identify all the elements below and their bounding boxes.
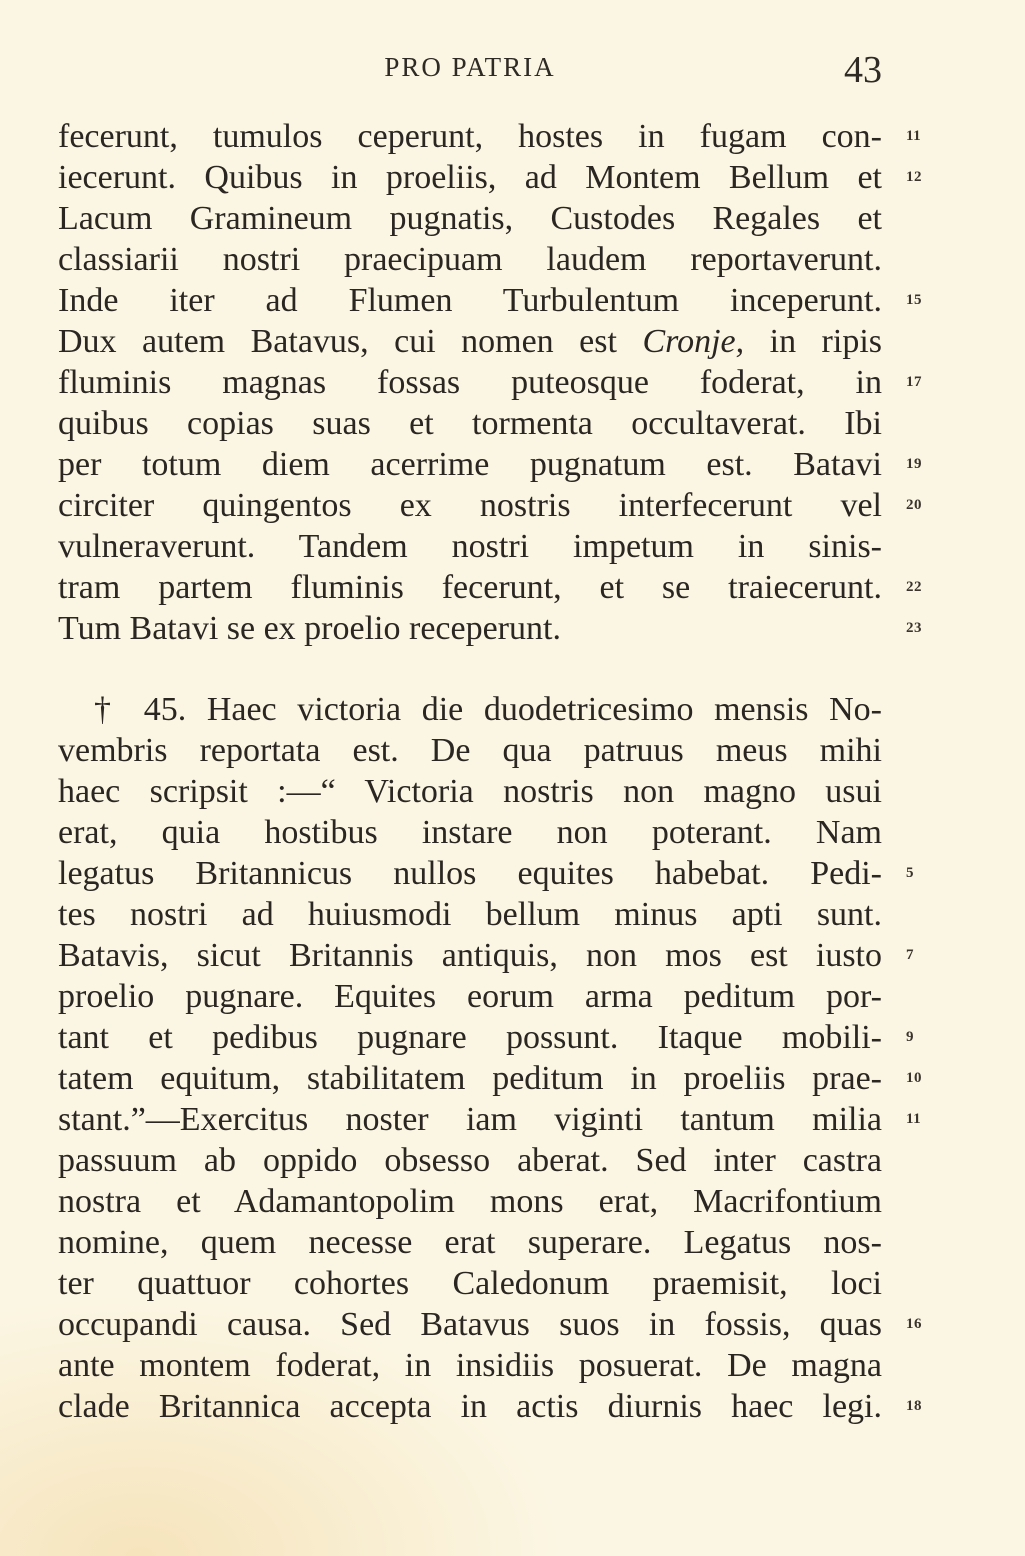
text-line — [58, 976, 882, 1017]
text-line — [58, 567, 922, 608]
line-text: tant et pedibus pugnare possunt. Itaque mobili- — [58, 1019, 882, 1056]
text-line — [58, 1181, 882, 1222]
line-number: 12 — [906, 169, 922, 185]
text-line — [58, 894, 882, 935]
line-text: circiter quingentos ex nostris interfecerunt vel — [58, 487, 882, 524]
line-text: vembris reportata est. De qua patruus meus mihi — [58, 732, 882, 769]
text-line — [58, 444, 922, 485]
line-number: 20 — [906, 497, 922, 513]
line-text: passuum ab oppido obsesso aberat. Sed inter castra — [58, 1142, 882, 1179]
text-line — [58, 403, 882, 444]
line-text: iecerunt. Quibus in proeliis, ad Montem Bellum et — [58, 159, 882, 196]
line-number: 15 — [906, 292, 922, 308]
page-number: 43 — [844, 49, 882, 91]
line-text: † 45. Haec victoria die duodetricesimo mensis No- — [94, 691, 882, 728]
line-text: ante montem foderat, in insidiis posuerat. De magna — [58, 1347, 882, 1384]
line-number: 17 — [906, 374, 922, 390]
line-text: Lacum Gramineum pugnatis, Custodes Regales et — [58, 200, 882, 237]
line-number: 11 — [906, 128, 922, 144]
text-line — [58, 1386, 922, 1427]
text-line — [58, 362, 922, 403]
text-line — [58, 689, 882, 730]
line-text: tes nostri ad huiusmodi bellum minus apti sunt. — [58, 896, 882, 933]
line-number: 7 — [906, 947, 914, 963]
line-number: 23 — [906, 620, 922, 636]
text-line — [58, 526, 882, 567]
paragraph-2 — [58, 689, 922, 1427]
line-text — [58, 321, 882, 362]
text-line — [58, 1222, 882, 1263]
running-head — [58, 48, 882, 98]
text-line — [58, 853, 914, 894]
line-text: erat, quia hostibus instare non poterant. Nam — [58, 814, 882, 851]
text-line — [58, 485, 922, 526]
line-number: 9 — [906, 1029, 914, 1045]
line-number: 5 — [906, 865, 914, 881]
line-text: legatus Britannicus nullos equites habebat. Pedi- — [58, 855, 882, 892]
line-text: Batavis, sicut Britannis antiquis, non mos est iusto — [58, 937, 882, 974]
text-line — [58, 157, 922, 198]
line-text: clade Britannica accepta in actis diurnis haec legi. — [58, 1388, 882, 1425]
text-line — [58, 198, 882, 239]
italic-name: Cronje, — [642, 323, 745, 360]
paragraph-1 — [58, 116, 922, 649]
line-text: ter quattuor cohortes Caledonum praemisit, loci — [58, 1265, 882, 1302]
line-text: occupandi causa. Sed Batavus suos in fossis, quas — [58, 1306, 882, 1343]
text-line — [58, 116, 922, 157]
text-line — [58, 280, 922, 321]
line-lead: Dux autem Batavus, cui nomen est — [58, 323, 617, 360]
text-line — [58, 1140, 882, 1181]
text-line — [58, 1263, 882, 1304]
text-line — [58, 1304, 922, 1345]
text-line — [58, 730, 882, 771]
line-text: proelio pugnare. Equites eorum arma peditum por- — [58, 978, 882, 1015]
text-line — [58, 321, 882, 362]
line-text: tram partem fluminis fecerunt, et se traiecerunt. — [58, 569, 882, 606]
line-number: 19 — [906, 456, 922, 472]
text-line — [58, 1099, 922, 1140]
line-text: nomine, quem necesse erat superare. Legatus nos- — [58, 1224, 882, 1261]
line-text: per totum diem acerrime pugnatum est. Batavi — [58, 446, 882, 483]
text-line — [58, 1058, 922, 1099]
line-tail: in ripis — [744, 323, 883, 360]
line-number: 16 — [906, 1316, 922, 1332]
text-line — [58, 771, 882, 812]
line-text: vulneraverunt. Tandem nostri impetum in sinis- — [58, 528, 882, 565]
text-line — [58, 239, 882, 280]
line-text: Tum Batavi se ex proelio receperunt. — [58, 610, 561, 647]
text-line — [58, 1345, 882, 1386]
text-line — [58, 812, 882, 853]
line-number: 10 — [906, 1070, 922, 1086]
line-text: fluminis magnas fossas puteosque foderat, in — [58, 364, 882, 401]
line-text: nostra et Adamantopolim mons erat, Macrifontium — [58, 1183, 882, 1220]
line-text: quibus copias suas et tormenta occultaverat. Ibi — [58, 405, 882, 442]
text-line — [58, 608, 922, 649]
line-text: stant.”—Exercitus noster iam viginti tantum milia — [58, 1101, 882, 1138]
line-number: 18 — [906, 1398, 922, 1414]
line-text: haec scripsit :—“ Victoria nostris non magno usui — [58, 773, 882, 810]
line-text: tatem equitum, stabilitatem peditum in proeliis prae- — [58, 1060, 882, 1097]
line-text: fecerunt, tumulos ceperunt, hostes in fugam con- — [58, 118, 882, 155]
line-text: Inde iter ad Flumen Turbulentum inceperunt. — [58, 282, 882, 319]
text-line — [58, 935, 914, 976]
text-line — [58, 1017, 914, 1058]
line-text: classiarii nostri praecipuam laudem reportaverunt. — [58, 241, 882, 278]
running-head-title: PRO PATRIA — [384, 52, 556, 82]
line-number: 11 — [906, 1111, 922, 1127]
line-number: 22 — [906, 579, 922, 595]
